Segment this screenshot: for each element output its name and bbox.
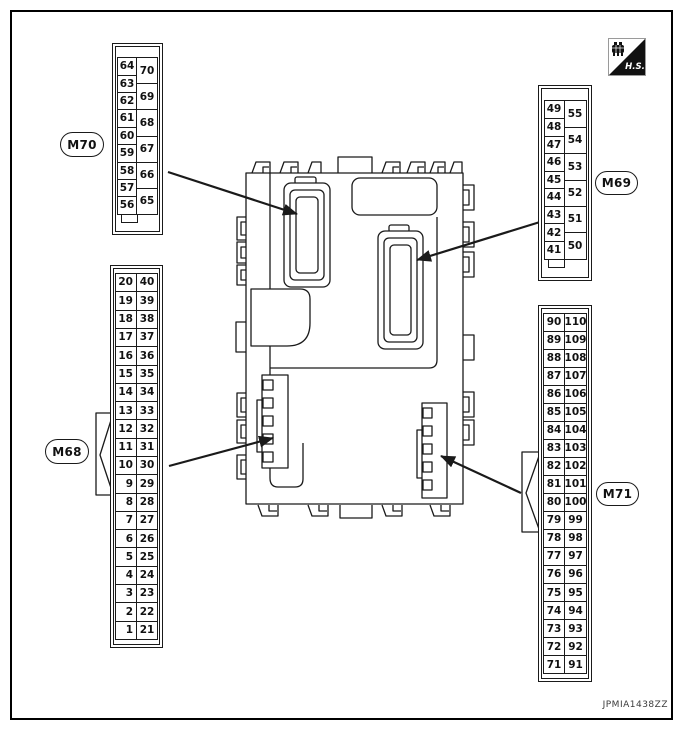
pin-cell: 103 [565,440,587,458]
pin-cell: 65 [137,189,158,215]
pin-cell: 11 [116,439,137,457]
pin-cell: 8 [116,494,137,512]
pin-cell: 74 [544,602,565,620]
pin-cell: 55 [565,101,587,127]
pin-cell: 102 [565,458,587,476]
pin-table-m70-housing [115,46,160,232]
pin-grid-m69 [544,100,587,259]
connector-label-m68: M68 [45,439,89,464]
connector-label-m69: M69 [595,171,638,195]
pin-cell: 22 [137,603,158,621]
pin-cell: 31 [137,439,158,457]
pin-cell: 104 [565,422,587,440]
pin-cell: 98 [565,530,587,548]
housing-rim [542,91,588,100]
pin-table-m71-housing [541,308,589,679]
pin-cell: 9 [116,475,137,493]
pin-cell: 21 [137,622,158,640]
pin-cell: 2 [116,603,137,621]
pin-cell: 26 [137,530,158,548]
pin-cell: 82 [544,458,565,476]
pin-cell: 52 [565,181,587,207]
pin-cell: 44 [545,189,565,207]
pin-cell: 12 [116,420,137,438]
pin-cell: 30 [137,457,158,475]
pin-cell: 75 [544,584,565,602]
pin-cell: 48 [545,119,565,137]
pin-cell: 29 [137,475,158,493]
module-bottom-tabs [258,505,450,518]
pin-cell: 86 [544,386,565,404]
pin-cell: 87 [544,368,565,386]
module-top-tabs [252,157,462,173]
pin-cell: 92 [565,638,587,656]
pin-cell: 91 [565,656,587,674]
pin-cell: 57 [118,180,137,197]
pin-cell: 39 [137,292,158,310]
pin-table-m68 [110,265,163,648]
socket-m68 [257,375,288,468]
pin-cell: 110 [565,314,587,332]
pin-cell: 93 [565,620,587,638]
pin-cell: 50 [565,233,587,259]
pin-cell: 96 [565,566,587,584]
pin-cell: 84 [544,422,565,440]
pin-cell: 10 [116,457,137,475]
pin-cell: 62 [118,93,137,110]
m71-table-key-tab [522,452,539,532]
connector-label-m70: M70 [60,132,104,157]
pin-cell: 69 [137,84,158,110]
pin-cell: 68 [137,110,158,136]
housing-rim-notch [542,260,588,275]
pin-cell: 100 [565,494,587,512]
pin-cell: 25 [137,548,158,566]
pin-cell: 45 [545,172,565,190]
pin-cell: 97 [565,548,587,566]
pin-grid-m71 [543,313,587,675]
pin-cell: 28 [137,494,158,512]
pin-cell: 89 [544,332,565,350]
pin-cell: 49 [545,101,565,119]
pin-cell: 51 [565,207,587,233]
pin-cell: 15 [116,366,137,384]
pin-table-m71 [538,305,592,682]
pin-cell: 56 [118,197,137,214]
figure-code: JPMIA1438ZZ [602,700,668,710]
pin-cell: 40 [137,274,158,292]
pin-cell: 76 [544,566,565,584]
pin-cell: 63 [118,76,137,93]
pin-cell: 66 [137,163,158,189]
module-left-pad [251,289,310,346]
pin-cell: 34 [137,384,158,402]
pin-cell: 23 [137,585,158,603]
pin-cell: 53 [565,154,587,180]
pin-grid-m70 [117,57,158,214]
pin-cell: 13 [116,402,137,420]
pin-cell: 14 [116,384,137,402]
socket-m69 [378,225,423,349]
pin-cell: 36 [137,347,158,365]
pin-cell: 101 [565,476,587,494]
module-top-right-pad [352,178,437,215]
pin-cell: 16 [116,347,137,365]
pin-cell: 108 [565,350,587,368]
pin-cell: 95 [565,584,587,602]
pin-cell: 17 [116,329,137,347]
pin-cell: 24 [137,567,158,585]
housing-rim-notch [116,215,159,230]
pin-cell: 64 [118,58,137,75]
pin-cell: 58 [118,163,137,180]
pin-table-m69-housing [541,88,589,278]
pin-cell: 1 [116,622,137,640]
key-notch [548,259,566,269]
pin-cell: 88 [544,350,565,368]
pin-cell: 107 [565,368,587,386]
module-left-hooks [236,217,246,479]
hs-badge-text: H.S. [625,62,645,72]
pin-cell: 99 [565,512,587,530]
pin-cell: 71 [544,656,565,674]
pin-cell: 41 [545,242,565,260]
pin-cell: 61 [118,110,137,127]
pin-cell: 18 [116,311,137,329]
pin-cell: 83 [544,440,565,458]
pin-cell: 5 [116,548,137,566]
pin-cell: 94 [565,602,587,620]
pin-cell: 106 [565,386,587,404]
key-notch [121,214,138,224]
pin-cell: 37 [137,329,158,347]
pin-cell: 32 [137,420,158,438]
pin-table-m69 [538,85,592,281]
hs-badge [608,38,646,76]
pin-cell: 60 [118,128,137,145]
pin-cell: 46 [545,154,565,172]
module-right-hooks [463,185,474,445]
socket-m71 [417,403,447,498]
pin-cell: 35 [137,366,158,384]
pin-cell: 70 [137,58,158,84]
pin-table-m68-housing [113,268,160,645]
pin-cell: 72 [544,638,565,656]
pin-cell: 4 [116,567,137,585]
pin-cell: 38 [137,311,158,329]
pin-cell: 27 [137,512,158,530]
pin-table-m70 [112,43,163,235]
pin-cell: 85 [544,404,565,422]
connector-label-m71: M71 [596,482,639,506]
pin-cell: 3 [116,585,137,603]
pin-cell: 80 [544,494,565,512]
pin-cell: 81 [544,476,565,494]
pin-cell: 47 [545,137,565,155]
pin-cell: 90 [544,314,565,332]
pin-cell: 73 [544,620,565,638]
pin-cell: 6 [116,530,137,548]
pin-cell: 105 [565,404,587,422]
hs-badge-art [608,38,646,76]
pin-cell: 79 [544,512,565,530]
pin-cell: 77 [544,548,565,566]
pin-cell: 20 [116,274,137,292]
pin-grid-m68 [115,273,158,640]
housing-rim [116,48,159,57]
pin-cell: 59 [118,145,137,162]
pin-cell: 42 [545,224,565,242]
socket-m70 [284,177,330,287]
pin-cell: 43 [545,207,565,225]
pin-cell: 19 [116,292,137,310]
pin-cell: 78 [544,530,565,548]
pin-cell: 109 [565,332,587,350]
pin-cell: 33 [137,402,158,420]
pin-cell: 7 [116,512,137,530]
pin-cell: 54 [565,128,587,154]
pin-cell: 67 [137,137,158,163]
